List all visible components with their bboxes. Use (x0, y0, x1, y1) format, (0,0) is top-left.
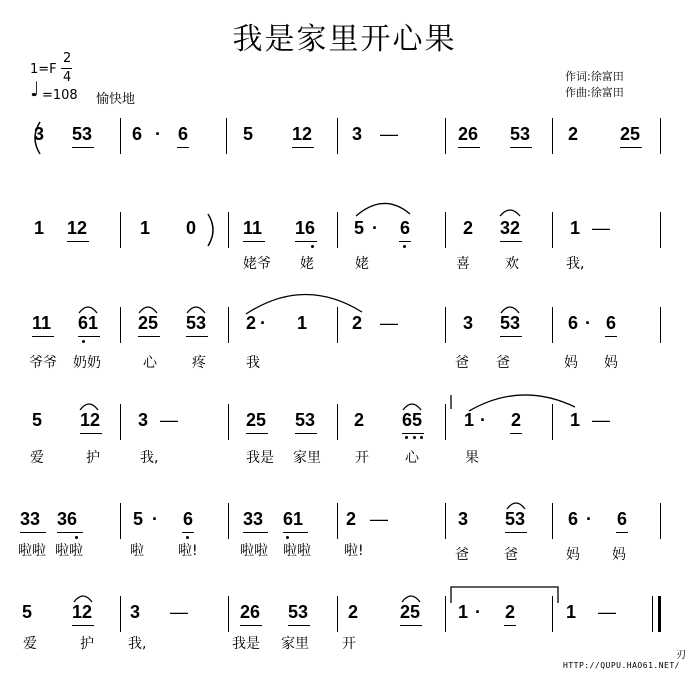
note-dot: · (586, 509, 592, 529)
note: 2 (246, 313, 257, 333)
lyricist-credit: 作词:徐富田 (565, 70, 624, 83)
bar-line (445, 404, 446, 440)
bar-line (660, 118, 661, 154)
note: 0 (186, 218, 197, 238)
bar-line (552, 307, 553, 343)
note: 53 (505, 509, 526, 529)
note: 6 (178, 124, 189, 144)
note: 25 (246, 410, 267, 430)
note: 25 (138, 313, 159, 333)
lyric: 我, (566, 256, 585, 272)
bar-line (445, 118, 446, 154)
note-dot: · (372, 218, 378, 238)
bar-line (226, 118, 227, 154)
note: 6 (183, 509, 194, 529)
note: 6 (568, 313, 579, 333)
lyric: 开 (342, 636, 356, 652)
lyric: 我是 (232, 636, 260, 652)
final-bar-line-thin (652, 596, 653, 632)
footer-mark: 刃 (676, 650, 686, 661)
note: 1 (34, 218, 45, 238)
underline (292, 147, 314, 148)
lyric: 爱 (30, 450, 44, 466)
note: 2 (352, 313, 363, 333)
underline (400, 625, 422, 626)
lyric: 啦! (344, 543, 364, 559)
dash: — (598, 602, 616, 622)
lyric: 妈 (564, 355, 578, 371)
note: 26 (458, 124, 479, 144)
bar-line (120, 307, 121, 343)
underline (67, 241, 89, 242)
underline (295, 433, 317, 434)
note: 5 (354, 218, 365, 238)
dash: — (160, 410, 178, 430)
underline (500, 241, 522, 242)
note: 1 (464, 410, 475, 430)
lyric: 妈 (566, 547, 580, 563)
low-octave-dot (311, 245, 314, 248)
note: 16 (295, 218, 316, 238)
note-dot: · (260, 313, 266, 333)
underline (620, 147, 642, 148)
low-octave-dot (75, 536, 78, 539)
bar-line (660, 307, 661, 343)
lyric: 啦啦 (240, 543, 268, 559)
underline (243, 241, 265, 242)
underline (80, 433, 102, 434)
underline (243, 532, 268, 533)
note: 1 (297, 313, 308, 333)
bar-line (228, 404, 229, 440)
volta-bracket-icon (450, 394, 456, 410)
underline (72, 147, 94, 148)
dash: — (380, 124, 398, 144)
note: 2 (348, 602, 359, 622)
final-bar-line-thick (658, 596, 661, 632)
lyric: 爸 (496, 355, 510, 371)
time-signature-bottom: 4 (63, 70, 72, 85)
underline (32, 336, 54, 337)
lyric: 护 (80, 636, 94, 652)
note: 5 (243, 124, 254, 144)
bar-line (120, 118, 121, 154)
note: 1 (140, 218, 151, 238)
note: 2 (568, 124, 579, 144)
note: 2 (505, 602, 516, 622)
underline (182, 532, 194, 533)
bar-line (228, 503, 229, 539)
note: 11 (243, 218, 263, 238)
lyric: 爱 (23, 636, 37, 652)
lyric: 爸 (504, 547, 518, 563)
lyric: 喜 (456, 256, 470, 272)
composer-credit: 作曲:徐富田 (565, 86, 624, 99)
mood-marking: 愉快地 (96, 92, 136, 107)
underline (283, 532, 308, 533)
note: 3 (34, 124, 45, 144)
lyric: 果 (465, 450, 479, 466)
note: 53 (72, 124, 93, 144)
tempo-marking: =108 (42, 88, 78, 103)
underline (616, 532, 628, 533)
note: 12 (80, 410, 101, 430)
note: 5 (133, 509, 144, 529)
note: 65 (402, 410, 423, 430)
lyric: 护 (86, 450, 100, 466)
repeat-bracket-icon (206, 212, 220, 248)
lyric: 我是 (246, 450, 274, 466)
bar-line (337, 404, 338, 440)
lyric: 家里 (293, 450, 321, 466)
bar-line (552, 212, 553, 248)
bar-line (445, 596, 446, 632)
lyric: 啦啦 (55, 543, 83, 559)
note: 33 (20, 509, 41, 529)
bar-line (660, 212, 661, 248)
note: 3 (130, 602, 141, 622)
underline (510, 147, 532, 148)
note-dot: · (475, 602, 481, 622)
note: 1 (566, 602, 577, 622)
low-octave-dot (405, 436, 408, 439)
note: 25 (400, 602, 421, 622)
dash: — (592, 218, 610, 238)
slur-icon (498, 206, 524, 218)
note: 53 (295, 410, 316, 430)
note: 3 (458, 509, 469, 529)
underline (20, 532, 46, 533)
note: 53 (288, 602, 309, 622)
lyric: 姥 (355, 256, 369, 272)
dash: — (380, 313, 398, 333)
bar-line (337, 596, 338, 632)
bar-line (120, 212, 121, 248)
underline (402, 433, 424, 434)
lyric: 爸 (455, 355, 469, 371)
lyric: 啦啦 (283, 543, 311, 559)
note-dot: · (480, 410, 486, 430)
bar-line (228, 307, 229, 343)
time-signature-top: 2 (63, 51, 72, 66)
bar-line (445, 503, 446, 539)
lyric: 欢 (505, 256, 519, 272)
note: 61 (78, 313, 99, 333)
note: 12 (67, 218, 88, 238)
note: 53 (186, 313, 207, 333)
lyric: 啦 (130, 543, 144, 559)
dash: — (592, 410, 610, 430)
note: 12 (292, 124, 313, 144)
low-octave-dot (420, 436, 423, 439)
bar-line (120, 596, 121, 632)
note: 2 (354, 410, 365, 430)
underline (240, 625, 262, 626)
underline (288, 625, 310, 626)
bar-line (228, 596, 229, 632)
lyric: 我 (246, 355, 260, 371)
bar-line (445, 307, 446, 343)
dash: — (170, 602, 188, 622)
note: 53 (510, 124, 531, 144)
lyric: 心 (405, 450, 419, 466)
lyric: 妈 (604, 355, 618, 371)
bar-line (445, 212, 446, 248)
bar-line (120, 404, 121, 440)
bar-line (337, 212, 338, 248)
lyric: 奶奶 (73, 355, 101, 371)
note: 25 (620, 124, 641, 144)
lyric: 家里 (281, 636, 309, 652)
underline (458, 147, 480, 148)
underline (57, 532, 83, 533)
underline (500, 336, 522, 337)
note: 36 (57, 509, 78, 529)
bar-line (120, 503, 121, 539)
bar-line (660, 503, 661, 539)
bar-line (552, 596, 553, 632)
lyric: 姥爷 (243, 256, 271, 272)
note: 53 (500, 313, 521, 333)
note: 6 (568, 509, 579, 529)
note: 3 (352, 124, 363, 144)
bar-line (552, 404, 553, 440)
quarter-note-icon: ♩ (30, 77, 40, 101)
underline (78, 336, 100, 337)
underline (72, 625, 94, 626)
low-octave-dot (82, 340, 85, 343)
dash: — (370, 509, 388, 529)
bar-line (337, 503, 338, 539)
lyric: 啦啦 (18, 543, 46, 559)
bar-line (552, 118, 553, 154)
lyric: 心 (143, 355, 157, 371)
lyric: 妈 (612, 547, 626, 563)
low-octave-dot (403, 245, 406, 248)
bar-line (228, 212, 229, 248)
underline (186, 336, 208, 337)
note: 2 (346, 509, 357, 529)
note: 3 (138, 410, 149, 430)
time-signature-line (61, 68, 72, 69)
lyric: 我, (140, 450, 159, 466)
note: 2 (511, 410, 522, 430)
note: 2 (463, 218, 474, 238)
low-octave-dot (413, 436, 416, 439)
lyric: 开 (355, 450, 369, 466)
lyric: 爸 (455, 547, 469, 563)
note-dot: · (155, 124, 161, 144)
note: 6 (132, 124, 143, 144)
bar-line (337, 307, 338, 343)
note: 1 (458, 602, 469, 622)
underline (295, 241, 317, 242)
bar-line (337, 118, 338, 154)
footer-url: HTTP://QUPU.HAO61.NET/ (563, 661, 680, 670)
note: 6 (606, 313, 617, 333)
note: 33 (243, 509, 264, 529)
note: 1 (570, 218, 581, 238)
note: 5 (22, 602, 33, 622)
note: 6 (617, 509, 628, 529)
note: 12 (72, 602, 93, 622)
note: 6 (400, 218, 411, 238)
note: 11 (32, 313, 52, 333)
low-octave-dot (286, 536, 289, 539)
note: 32 (500, 218, 521, 238)
note: 5 (32, 410, 43, 430)
underline (177, 147, 189, 148)
note-dot: · (585, 313, 591, 333)
lyric: 姥 (300, 256, 314, 272)
underline (399, 241, 411, 242)
lyric: 啦! (178, 543, 198, 559)
bar-line (552, 503, 553, 539)
low-octave-dot (186, 536, 189, 539)
note: 1 (570, 410, 581, 430)
note-dot: · (152, 509, 158, 529)
note: 61 (283, 509, 304, 529)
slur-icon (354, 198, 414, 218)
note: 26 (240, 602, 261, 622)
underline (605, 336, 617, 337)
underline (505, 532, 527, 533)
underline (138, 336, 160, 337)
underline (246, 433, 268, 434)
lyric: 疼 (192, 355, 206, 371)
note: 3 (463, 313, 474, 333)
underline (504, 625, 516, 626)
lyric: 爷爷 (29, 355, 57, 371)
lyric: 我, (128, 636, 147, 652)
underline (510, 433, 522, 434)
song-title: 我是家里开心果 (232, 22, 457, 57)
key-signature: 1=F (30, 62, 57, 77)
